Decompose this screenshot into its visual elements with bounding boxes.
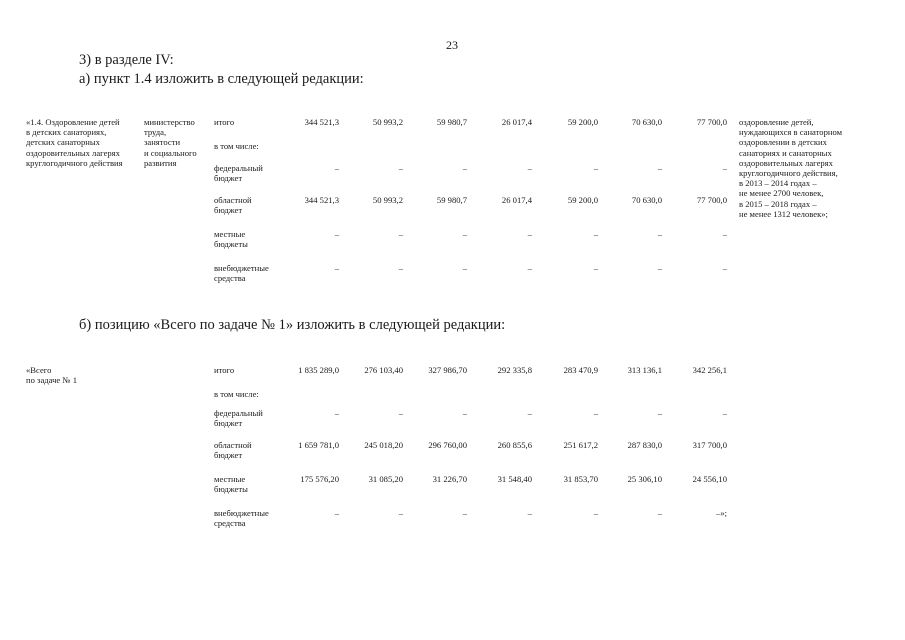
table2-cell: 31 226,70 <box>432 474 467 484</box>
table2-cell: 245 018,20 <box>364 440 403 450</box>
table2-cell: 342 256,1 <box>692 365 727 375</box>
table2-cell: 260 855,6 <box>497 440 532 450</box>
table1-cell: – <box>657 163 662 173</box>
table2-cell: 31 853,70 <box>563 474 598 484</box>
section-item-3: 3) в разделе IV: <box>79 52 174 68</box>
table1-cell: 70 630,0 <box>631 117 662 127</box>
table1-measure-name: «1.4. Оздоровление детей в детских санаториях, детских санаторных оздоровительных лагерях круглогодичного действия <box>26 117 123 168</box>
table1-cell: – <box>657 263 662 273</box>
table2-cell: – <box>462 508 467 518</box>
table1-cell: 26 017,4 <box>501 195 532 205</box>
table1-cell: 77 700,0 <box>696 195 727 205</box>
table2-cell: – <box>398 508 403 518</box>
table2-cell: 317 700,0 <box>692 440 727 450</box>
table1-cell: – <box>462 229 467 239</box>
table2-cell: – <box>527 408 532 418</box>
table1-row-label: местные бюджеты <box>214 229 248 250</box>
table2-cell: 327 986,70 <box>428 365 467 375</box>
table2-cell: – <box>657 408 662 418</box>
table1-cell: 59 200,0 <box>567 195 598 205</box>
table2-cell: 292 335,8 <box>497 365 532 375</box>
table2-cell: – <box>334 408 339 418</box>
table1-row-label: внебюджетные средства <box>214 263 269 284</box>
table1-cell: 344 521,3 <box>304 117 339 127</box>
table2-cell: 251 617,2 <box>563 440 598 450</box>
table1-cell: 26 017,4 <box>501 117 532 127</box>
table2-cell: 313 136,1 <box>627 365 662 375</box>
table2-cell: – <box>527 508 532 518</box>
subitem-b: б) позицию «Всего по задаче № 1» изложить в следующей редакции: <box>79 317 506 333</box>
table1-cell: – <box>527 163 532 173</box>
table1-cell: – <box>657 229 662 239</box>
table1-cell: 77 700,0 <box>696 117 727 127</box>
table1-cell: – <box>334 263 339 273</box>
table2-cell: – <box>657 508 662 518</box>
table2-cell: 24 556,10 <box>692 474 727 484</box>
table2-cell: 1 835 289,0 <box>298 365 339 375</box>
subitem-a: а) пункт 1.4 изложить в следующей редакции: <box>79 71 364 87</box>
table2-cell: –»; <box>716 508 727 518</box>
table2-cell: – <box>593 508 598 518</box>
table1-cell: – <box>593 163 598 173</box>
table1-cell: 59 200,0 <box>567 117 598 127</box>
table1-cell: – <box>593 263 598 273</box>
table1-cell: 59 980,7 <box>436 117 467 127</box>
table1-cell: – <box>462 263 467 273</box>
table2-cell: 175 576,20 <box>300 474 339 484</box>
table1-cell: – <box>398 229 403 239</box>
table1-cell: – <box>722 163 727 173</box>
table2-row-label: в том числе: <box>214 389 259 399</box>
table2-row-label: областной бюджет <box>214 440 252 461</box>
table1-cell: – <box>722 229 727 239</box>
table1-cell: – <box>593 229 598 239</box>
table1-expected-result: оздоровление детей, нуждающихся в санаторном оздоровлении в детских санаториях и санаторных оздоровительных лагерях круглогодичного действия, в 2013 – 2014 годах – не менее 2700 человек, в 2015 – 2018 годах – не менее 1312 человек»; <box>739 117 843 219</box>
table2-cell: – <box>398 408 403 418</box>
table1-cell: – <box>527 263 532 273</box>
table2-cell: 276 103,40 <box>364 365 403 375</box>
table2-cell: 31 548,40 <box>497 474 532 484</box>
table1-row-label: в том числе: <box>214 141 259 151</box>
table1-cell: – <box>334 163 339 173</box>
table1-row-label: областной бюджет <box>214 195 252 216</box>
table1-executor: министерство труда, занятости и социального развития <box>144 117 197 168</box>
table2-cell: 296 760,00 <box>428 440 467 450</box>
table2-row-label: местные бюджеты <box>214 474 248 495</box>
table2-cell: 25 306,10 <box>627 474 662 484</box>
table2-cell: 287 830,0 <box>627 440 662 450</box>
table2-cell: – <box>334 508 339 518</box>
table2-cell: 283 470,9 <box>563 365 598 375</box>
table1-cell: – <box>527 229 532 239</box>
table1-cell: 70 630,0 <box>631 195 662 205</box>
table1-cell: 344 521,3 <box>304 195 339 205</box>
table2-total-name: «Всего по задаче № 1 <box>26 365 78 386</box>
table1-cell: 50 993,2 <box>372 117 403 127</box>
table1-row-label: итого <box>214 117 235 127</box>
table1-cell: 50 993,2 <box>372 195 403 205</box>
table2-cell: 31 085,20 <box>368 474 403 484</box>
table1-cell: – <box>398 163 403 173</box>
table1-cell: – <box>462 163 467 173</box>
table2-cell: – <box>462 408 467 418</box>
table1-cell: – <box>334 229 339 239</box>
table2-cell: 1 659 781,0 <box>298 440 339 450</box>
table2-row-label: федеральный бюджет <box>214 408 263 429</box>
table1-cell: – <box>398 263 403 273</box>
table1-cell: 59 980,7 <box>436 195 467 205</box>
table1-row-label: федеральный бюджет <box>214 163 263 184</box>
page-number: 23 <box>446 38 458 52</box>
table2-row-label: внебюджетные средства <box>214 508 269 529</box>
table1-cell: – <box>722 263 727 273</box>
table2-cell: – <box>593 408 598 418</box>
table2-cell: – <box>722 408 727 418</box>
table2-row-label: итого <box>214 365 235 375</box>
